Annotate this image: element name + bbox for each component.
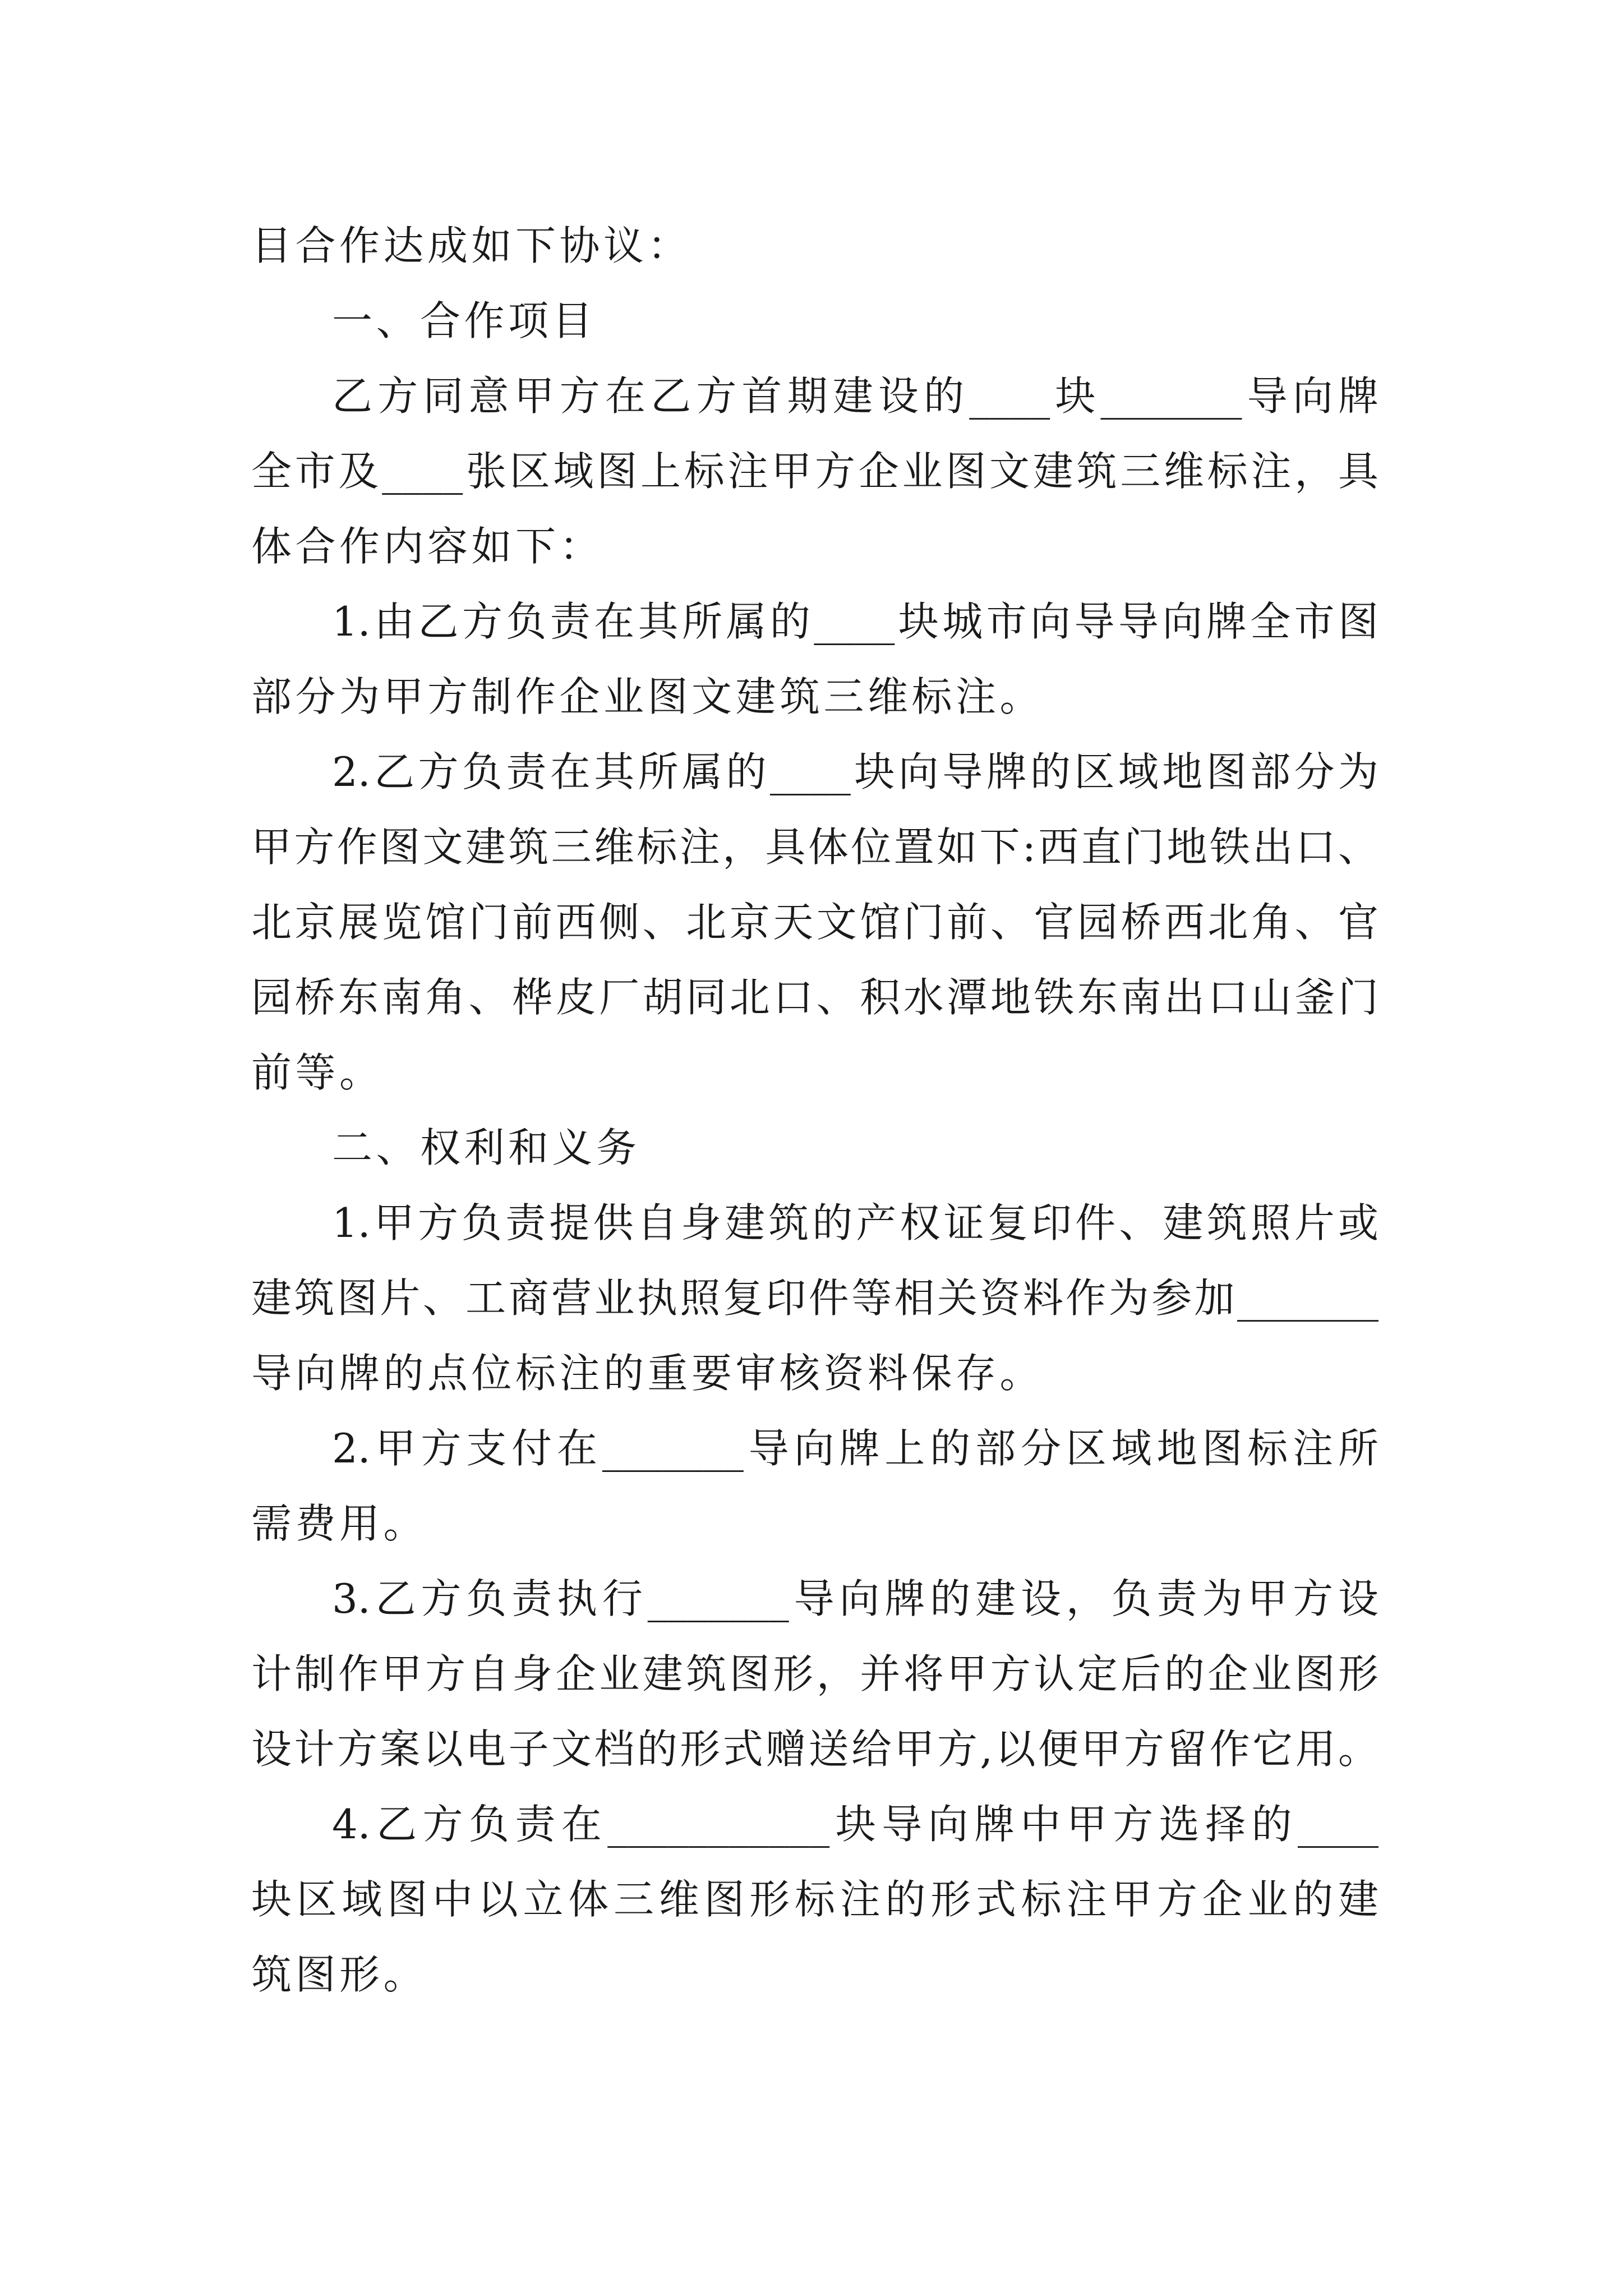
text-line: 1.由乙方负责在其所属的____块城市向导导向牌全市图 <box>332 598 1378 645</box>
text-line: 4.乙方负责在___________块导向牌中甲方选择的____ <box>332 1801 1378 1848</box>
text-line: 设计方案以电子文档的形式赠送给甲方,以便甲方留作它用。 <box>251 1726 1378 1773</box>
text-line: 建筑图片、工商营业执照复印件等相关资料作为参加_______ <box>251 1274 1378 1322</box>
text-line: 前等。 <box>251 1049 384 1096</box>
text-line: 计制作甲方自身企业建筑图形，并将甲方认定后的企业图形 <box>251 1650 1378 1697</box>
text-line: 3.乙方负责执行_______导向牌的建设，负责为甲方设 <box>332 1575 1378 1622</box>
text-line: 乙方同意甲方在乙方首期建设的____块_______导向牌 <box>332 372 1378 420</box>
text-line: 块区域图中以立体三维图形标注的形式标注甲方企业的建 <box>251 1876 1378 1923</box>
text-line: 北京展览馆门前西侧、北京天文馆门前、官园桥西北角、官 <box>251 899 1378 946</box>
text-line: 全市及____张区域图上标注甲方企业图文建筑三维标注，具 <box>251 448 1378 495</box>
text-line: 2.乙方负责在其所属的____块向导牌的区域地图部分为 <box>332 748 1378 795</box>
text-line: 园桥东南角、桦皮厂胡同北口、积水潭地铁东南出口山釜门 <box>251 974 1378 1021</box>
text-line: 需费用。 <box>251 1500 428 1547</box>
text-line: 体合作内容如下： <box>251 523 604 570</box>
text-line: 筑图形。 <box>251 1951 428 1998</box>
text-line: 甲方作图文建筑三维标注，具体位置如下:西直门地铁出口、 <box>251 823 1378 871</box>
text-line: 1.甲方负责提供自身建筑的产权证复印件、建筑照片或 <box>332 1199 1378 1246</box>
section-heading: 一、合作项目 <box>332 297 597 344</box>
text-line: 2.甲方支付在_______导向牌上的部分区域地图标注所 <box>332 1425 1378 1472</box>
text-line: 导向牌的点位标注的重要审核资料保存。 <box>251 1350 1044 1397</box>
section-heading: 二、权利和义务 <box>332 1124 640 1171</box>
text-line: 目合作达成如下协议： <box>251 222 692 269</box>
text-line: 部分为甲方制作企业图文建筑三维标注。 <box>251 673 1044 720</box>
